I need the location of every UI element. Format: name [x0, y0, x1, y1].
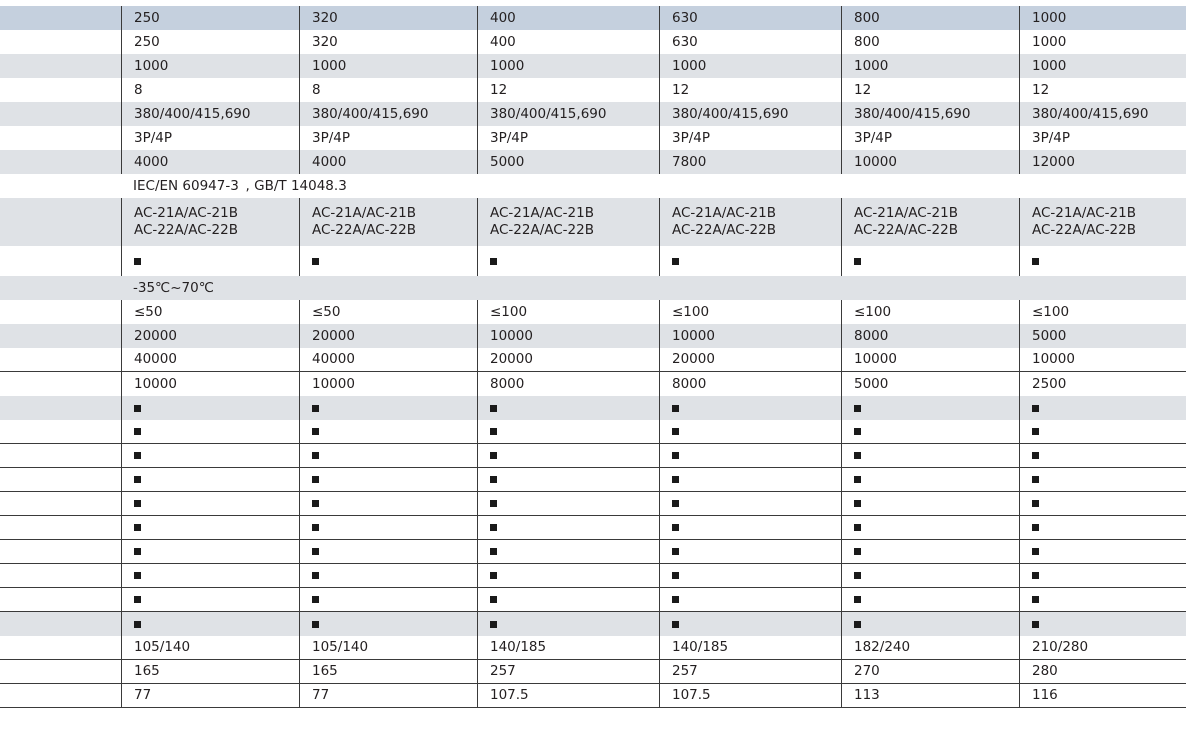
table-cell	[841, 246, 1019, 276]
table-cell: 1000	[659, 54, 841, 78]
cell-line: AC-22A/AC-22B	[1032, 222, 1136, 238]
table-cell: 20000	[299, 324, 477, 348]
table-cell: 630	[659, 30, 841, 54]
table-cell	[841, 420, 1019, 443]
header-cell: 800	[841, 6, 1019, 30]
table-cell: 165	[121, 660, 299, 683]
square-bullet-icon	[1032, 258, 1039, 265]
table-cell	[299, 468, 477, 491]
table-cell	[1019, 492, 1186, 515]
table-cell: 140/185	[659, 636, 841, 659]
table-cell	[477, 468, 659, 491]
table-cell	[841, 540, 1019, 563]
square-bullet-icon	[672, 452, 679, 459]
table-cell: 4000	[299, 150, 477, 174]
table-cell	[659, 444, 841, 467]
table-cell: 12	[477, 78, 659, 102]
table-row	[0, 684, 1186, 708]
table-row	[0, 660, 1186, 684]
table-cell	[121, 516, 299, 539]
table-cell: 1000	[477, 54, 659, 78]
cell-line: AC-21A/AC-21B	[134, 205, 238, 221]
table-cell	[299, 246, 477, 276]
square-bullet-icon	[134, 548, 141, 555]
table-cell: 10000	[121, 372, 299, 396]
square-bullet-icon	[672, 596, 679, 603]
table-cell	[659, 612, 841, 636]
square-bullet-icon	[312, 428, 319, 435]
table-cell: ≤100	[841, 300, 1019, 324]
square-bullet-icon	[134, 405, 141, 412]
square-bullet-icon	[1032, 572, 1039, 579]
table-cell	[299, 588, 477, 611]
table-cell	[1019, 540, 1186, 563]
table-cell: ≤100	[477, 300, 659, 324]
table-row	[0, 54, 1186, 78]
table-cell	[1019, 468, 1186, 491]
table-cell	[121, 612, 299, 636]
table-cell	[659, 468, 841, 491]
table-row	[0, 612, 1186, 636]
table-cell: 3P/4P	[659, 126, 841, 150]
header-row	[0, 6, 1186, 30]
table-cell	[841, 564, 1019, 587]
table-cell: 20000	[477, 348, 659, 371]
square-bullet-icon	[672, 500, 679, 507]
table-cell: 105/140	[121, 636, 299, 659]
table-cell	[121, 492, 299, 515]
table-cell	[477, 246, 659, 276]
header-cell: 630	[659, 6, 841, 30]
table-cell	[477, 492, 659, 515]
table-row	[0, 150, 1186, 174]
table-cell: 380/400/415,690	[1019, 102, 1186, 126]
square-bullet-icon	[134, 500, 141, 507]
table-cell	[659, 198, 841, 246]
cell-line: AC-22A/AC-22B	[312, 222, 416, 238]
header-cell: 250	[121, 6, 299, 30]
table-cell: 3P/4P	[299, 126, 477, 150]
table-cell	[121, 588, 299, 611]
table-cell	[477, 612, 659, 636]
table-cell	[1019, 420, 1186, 443]
table-row	[0, 588, 1186, 612]
table-cell	[1019, 444, 1186, 467]
table-cell: ≤50	[299, 300, 477, 324]
square-bullet-icon	[1032, 476, 1039, 483]
table-row	[0, 444, 1186, 468]
square-bullet-icon	[490, 405, 497, 412]
table-cell	[1019, 246, 1186, 276]
cell-line: AC-22A/AC-22B	[672, 222, 776, 238]
square-bullet-icon	[134, 596, 141, 603]
square-bullet-icon	[134, 476, 141, 483]
table-cell: 140/185	[477, 636, 659, 659]
square-bullet-icon	[854, 621, 861, 628]
table-cell	[841, 444, 1019, 467]
table-cell: 2500	[1019, 372, 1186, 396]
span-cell: IEC/EN 60947-3 , GB/T 14048.3	[133, 177, 347, 194]
header-cell: 320	[299, 6, 477, 30]
table-cell: 40000	[299, 348, 477, 371]
square-bullet-icon	[490, 258, 497, 265]
table-cell	[1019, 612, 1186, 636]
header-cell: 1000	[1019, 6, 1186, 30]
table-cell: 20000	[659, 348, 841, 371]
table-cell	[1019, 198, 1186, 246]
square-bullet-icon	[134, 621, 141, 628]
table-cell	[477, 420, 659, 443]
table-cell: 8	[299, 78, 477, 102]
square-bullet-icon	[134, 572, 141, 579]
square-bullet-icon	[1032, 524, 1039, 531]
table-cell	[659, 540, 841, 563]
cell-line: AC-21A/AC-21B	[490, 205, 594, 221]
table-cell	[841, 198, 1019, 246]
cell-line: AC-22A/AC-22B	[854, 222, 958, 238]
table-row	[0, 300, 1186, 324]
table-cell	[659, 564, 841, 587]
table-cell	[299, 198, 477, 246]
square-bullet-icon	[854, 596, 861, 603]
table-cell: 3P/4P	[1019, 126, 1186, 150]
square-bullet-icon	[1032, 405, 1039, 412]
table-cell: 7800	[659, 150, 841, 174]
table-cell	[121, 564, 299, 587]
square-bullet-icon	[854, 476, 861, 483]
square-bullet-icon	[312, 500, 319, 507]
square-bullet-icon	[312, 572, 319, 579]
table-cell: 12	[841, 78, 1019, 102]
table-cell	[121, 540, 299, 563]
square-bullet-icon	[854, 452, 861, 459]
table-cell: 10000	[1019, 348, 1186, 371]
square-bullet-icon	[1032, 621, 1039, 628]
table-cell	[121, 420, 299, 443]
table-cell	[477, 516, 659, 539]
cell-line: AC-21A/AC-21B	[312, 205, 416, 221]
table-cell: 1000	[841, 54, 1019, 78]
table-cell: 107.5	[477, 684, 659, 707]
table-cell	[477, 396, 659, 420]
cell-line: AC-22A/AC-22B	[490, 222, 594, 238]
table-cell: 8000	[659, 372, 841, 396]
square-bullet-icon	[672, 476, 679, 483]
square-bullet-icon	[490, 596, 497, 603]
table-row	[0, 636, 1186, 660]
table-cell	[121, 396, 299, 420]
table-row	[0, 420, 1186, 444]
table-row	[0, 198, 1186, 246]
square-bullet-icon	[312, 476, 319, 483]
table-cell	[841, 492, 1019, 515]
table-cell	[1019, 396, 1186, 420]
square-bullet-icon	[854, 572, 861, 579]
table-cell: 10000	[841, 150, 1019, 174]
table-cell	[299, 540, 477, 563]
table-row	[0, 348, 1186, 372]
header-cell: 400	[477, 6, 659, 30]
table-cell: 10000	[659, 324, 841, 348]
table-cell: 40000	[121, 348, 299, 371]
square-bullet-icon	[1032, 452, 1039, 459]
table-row	[0, 30, 1186, 54]
square-bullet-icon	[854, 258, 861, 265]
table-cell: 10000	[841, 348, 1019, 371]
table-cell: 113	[841, 684, 1019, 707]
square-bullet-icon	[490, 524, 497, 531]
square-bullet-icon	[672, 405, 679, 412]
table-cell	[477, 564, 659, 587]
table-cell: 1000	[1019, 30, 1186, 54]
table-cell: ≤100	[1019, 300, 1186, 324]
square-bullet-icon	[490, 621, 497, 628]
table-cell	[299, 612, 477, 636]
table-cell: 320	[299, 30, 477, 54]
square-bullet-icon	[312, 621, 319, 628]
table-cell	[659, 396, 841, 420]
table-cell: 116	[1019, 684, 1186, 707]
table-cell: 400	[477, 30, 659, 54]
cell-line: AC-21A/AC-21B	[1032, 205, 1136, 221]
table-cell: 105/140	[299, 636, 477, 659]
table-cell: 8000	[477, 372, 659, 396]
table-cell: 77	[121, 684, 299, 707]
table-cell	[841, 588, 1019, 611]
table-cell: 1000	[1019, 54, 1186, 78]
cell-line: AC-21A/AC-21B	[672, 205, 776, 221]
table-cell	[659, 420, 841, 443]
square-bullet-icon	[854, 524, 861, 531]
table-cell	[299, 516, 477, 539]
cell-line: AC-21A/AC-21B	[854, 205, 958, 221]
table-cell: 10000	[477, 324, 659, 348]
table-cell: 12	[659, 78, 841, 102]
table-cell: 1000	[299, 54, 477, 78]
square-bullet-icon	[1032, 428, 1039, 435]
table-cell: 5000	[477, 150, 659, 174]
table-cell: ≤50	[121, 300, 299, 324]
square-bullet-icon	[854, 500, 861, 507]
table-cell	[299, 420, 477, 443]
table-cell	[841, 396, 1019, 420]
table-row	[0, 276, 1186, 300]
table-cell	[121, 468, 299, 491]
table-cell	[1019, 564, 1186, 587]
table-cell	[477, 198, 659, 246]
table-cell	[841, 468, 1019, 491]
table-cell: 210/280	[1019, 636, 1186, 659]
square-bullet-icon	[490, 428, 497, 435]
square-bullet-icon	[312, 258, 319, 265]
square-bullet-icon	[854, 548, 861, 555]
table-cell: 107.5	[659, 684, 841, 707]
table-cell	[121, 444, 299, 467]
square-bullet-icon	[672, 524, 679, 531]
table-row	[0, 246, 1186, 276]
table-cell: 182/240	[841, 636, 1019, 659]
table-cell: 800	[841, 30, 1019, 54]
table-row	[0, 492, 1186, 516]
table-row	[0, 516, 1186, 540]
table-cell: 257	[477, 660, 659, 683]
table-row	[0, 564, 1186, 588]
table-cell: 165	[299, 660, 477, 683]
table-cell	[299, 564, 477, 587]
square-bullet-icon	[1032, 596, 1039, 603]
table-cell	[477, 444, 659, 467]
square-bullet-icon	[854, 405, 861, 412]
table-cell	[841, 612, 1019, 636]
table-cell: 280	[1019, 660, 1186, 683]
table-cell	[477, 588, 659, 611]
table-cell: 3P/4P	[477, 126, 659, 150]
square-bullet-icon	[312, 405, 319, 412]
square-bullet-icon	[672, 621, 679, 628]
table-cell: 1000	[121, 54, 299, 78]
table-cell: 270	[841, 660, 1019, 683]
square-bullet-icon	[672, 548, 679, 555]
table-cell	[1019, 516, 1186, 539]
span-cell: -35℃~70℃	[133, 279, 214, 296]
square-bullet-icon	[134, 524, 141, 531]
table-cell	[299, 492, 477, 515]
table-cell: 10000	[299, 372, 477, 396]
table-cell: ≤100	[659, 300, 841, 324]
square-bullet-icon	[134, 428, 141, 435]
table-cell	[841, 516, 1019, 539]
table-cell: 20000	[121, 324, 299, 348]
table-cell: 380/400/415,690	[477, 102, 659, 126]
table-cell	[477, 540, 659, 563]
table-cell: 380/400/415,690	[299, 102, 477, 126]
square-bullet-icon	[1032, 548, 1039, 555]
table-cell: 4000	[121, 150, 299, 174]
square-bullet-icon	[312, 524, 319, 531]
square-bullet-icon	[312, 548, 319, 555]
table-cell: 380/400/415,690	[659, 102, 841, 126]
table-cell	[659, 246, 841, 276]
table-cell	[659, 492, 841, 515]
table-cell: 3P/4P	[121, 126, 299, 150]
square-bullet-icon	[672, 258, 679, 265]
square-bullet-icon	[490, 548, 497, 555]
square-bullet-icon	[672, 428, 679, 435]
square-bullet-icon	[854, 428, 861, 435]
square-bullet-icon	[312, 596, 319, 603]
square-bullet-icon	[672, 572, 679, 579]
table-row	[0, 396, 1186, 420]
table-row	[0, 324, 1186, 348]
table-cell	[299, 396, 477, 420]
square-bullet-icon	[490, 500, 497, 507]
table-row	[0, 174, 1186, 198]
cell-line: AC-22A/AC-22B	[134, 222, 238, 238]
table-cell	[121, 246, 299, 276]
table-cell	[121, 198, 299, 246]
spec-table	[0, 6, 1186, 708]
table-cell: 5000	[1019, 324, 1186, 348]
table-cell: 5000	[841, 372, 1019, 396]
table-cell: 8000	[841, 324, 1019, 348]
table-cell: 250	[121, 30, 299, 54]
table-cell: 12000	[1019, 150, 1186, 174]
table-cell: 12	[1019, 78, 1186, 102]
table-row	[0, 102, 1186, 126]
table-row	[0, 126, 1186, 150]
square-bullet-icon	[312, 452, 319, 459]
table-cell: 77	[299, 684, 477, 707]
table-row	[0, 372, 1186, 396]
table-row	[0, 78, 1186, 102]
table-cell	[659, 516, 841, 539]
square-bullet-icon	[490, 476, 497, 483]
square-bullet-icon	[134, 452, 141, 459]
square-bullet-icon	[490, 452, 497, 459]
table-cell: 8	[121, 78, 299, 102]
table-cell: 380/400/415,690	[841, 102, 1019, 126]
table-cell	[659, 588, 841, 611]
table-cell: 257	[659, 660, 841, 683]
table-cell: 3P/4P	[841, 126, 1019, 150]
square-bullet-icon	[1032, 500, 1039, 507]
table-cell: 380/400/415,690	[121, 102, 299, 126]
table-row	[0, 540, 1186, 564]
square-bullet-icon	[134, 258, 141, 265]
table-cell	[299, 444, 477, 467]
table-row	[0, 468, 1186, 492]
table-cell	[1019, 588, 1186, 611]
square-bullet-icon	[490, 572, 497, 579]
